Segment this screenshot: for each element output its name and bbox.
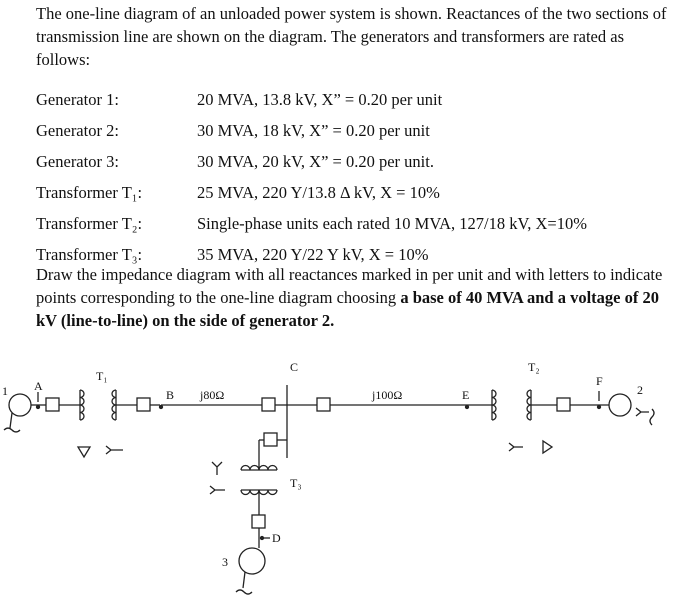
- rating-row: [36, 115, 676, 146]
- ratings-table: [36, 84, 676, 270]
- rating-value: 30 MVA, 18 kV, X” = 0.20 per unit: [197, 120, 430, 140]
- bus-e-label: E: [462, 388, 470, 402]
- rating-value: 20 MVA, 13.8 kV, X” = 0.20 per unit: [197, 89, 443, 109]
- rating-value: 35 MVA, 220 Y/22 Y kV, X = 10%: [197, 244, 429, 264]
- bus-c-label: C: [290, 360, 299, 374]
- rating-label: Transformer T₂:: [36, 213, 143, 233]
- breaker: [252, 515, 265, 528]
- gen1-label: 1: [2, 384, 8, 398]
- line2-reactance-label: j100Ω: [372, 388, 403, 402]
- rating-value: 30 MVA, 20 kV, X” = 0.20 per unit.: [197, 151, 434, 171]
- rating-row: [36, 84, 676, 115]
- gen1-ground-mark: [4, 428, 20, 432]
- rating-value: Single-phase units each rated 10 MVA, 127/18 kV, X=10%: [197, 213, 587, 233]
- bus-d-label: D: [272, 531, 281, 545]
- rating-label: Generator 2:: [36, 120, 119, 140]
- t1-wye-mark: [106, 446, 123, 454]
- task-statement: [36, 263, 681, 332]
- breaker: [317, 398, 330, 411]
- t1-label: T₁: [96, 369, 108, 383]
- rating-label: Transformer T₃:: [36, 244, 143, 264]
- t2-delta-mark: [543, 441, 552, 453]
- t2-wye-mark: [509, 443, 523, 451]
- t3-wye-mark-top: [212, 462, 222, 475]
- rating-row: [36, 177, 676, 208]
- t3-label: T₃: [290, 476, 302, 490]
- gen2-ground-mark: [636, 408, 654, 425]
- problem-intro: The one-line diagram of an unloaded power system is shown. Reactances of the two sections of transmission line are shown on the diagram. The generators and transformers are rated as follows:: [36, 4, 667, 69]
- breaker: [46, 398, 59, 411]
- line1-reactance-label: j80Ω: [200, 388, 225, 402]
- breaker: [137, 398, 150, 411]
- bus-b-label: B: [166, 388, 175, 402]
- task-bold-text: a base of 40 MVA and a voltage of 20 kV (line-to-line) on the side of generator 2.: [36, 288, 659, 330]
- gen2-label: 2: [637, 383, 643, 397]
- generator-3-symbol: [239, 548, 265, 574]
- generator-1-symbol: [9, 394, 31, 416]
- generator-2-symbol: [609, 394, 631, 416]
- t1-delta-mark: [78, 447, 90, 457]
- breaker: [264, 433, 277, 446]
- rating-label: Transformer T₁:: [36, 182, 143, 202]
- gen1-ground-lead: [10, 413, 12, 428]
- gen3-label: 3: [222, 555, 228, 569]
- t3-wye-mark-bottom: [210, 486, 225, 494]
- one-line-diagram: [0, 350, 700, 612]
- rating-value: 25 MVA, 220 Y/13.8 Δ kV, X = 10%: [197, 182, 440, 202]
- bus-a-label: A: [34, 379, 43, 393]
- t2-label: T₂: [528, 360, 540, 374]
- breaker: [557, 398, 570, 411]
- gen3-ground-mark: [236, 590, 252, 594]
- task-text: Draw the impedance diagram with all reactances marked in per unit and with letters to indicate points corresponding to the one-line diagram choosing: [36, 265, 663, 307]
- rating-label: Generator 3:: [36, 151, 119, 171]
- rating-row: [36, 146, 676, 177]
- bus-f-label: F: [596, 374, 603, 388]
- breaker: [262, 398, 275, 411]
- gen3-ground-lead: [243, 572, 245, 588]
- rating-label: Generator 1:: [36, 89, 119, 109]
- rating-row: [36, 208, 676, 239]
